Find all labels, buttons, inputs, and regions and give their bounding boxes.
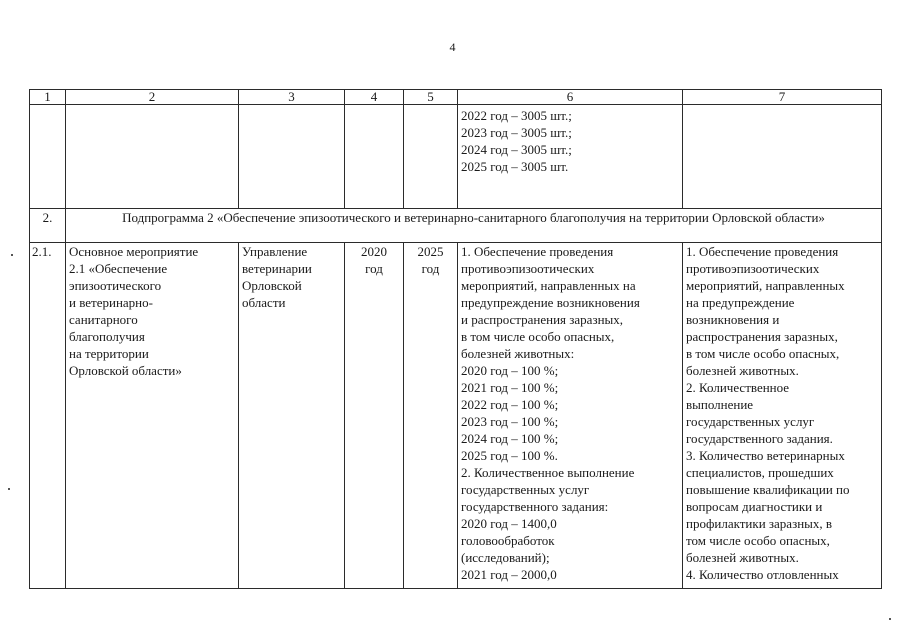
text-line: том числе особо опасных,: [686, 533, 830, 548]
text-line: повышение квалификации по: [686, 482, 850, 497]
text-line: 4. Количество отловленных: [686, 567, 839, 582]
text-line: эпизоотического: [69, 278, 162, 293]
text-line: мероприятий, направленных: [686, 278, 845, 293]
text-line: и ветеринарно-: [69, 295, 153, 310]
text-line: в том числе особо опасных,: [686, 346, 840, 361]
text-line: 2025 год – 3005 шт.: [461, 159, 569, 174]
activity-row: [30, 243, 882, 589]
text-line: болезней животных.: [686, 550, 799, 565]
text-line: 1. Обеспечение проведения: [686, 244, 839, 259]
activity-number: 2.1.: [30, 243, 66, 589]
text-line: 3. Количество ветеринарных: [686, 448, 845, 463]
subprogram-row: [30, 209, 882, 243]
empty-cell: [683, 105, 882, 209]
text-line: ветеринарии: [242, 261, 312, 276]
text-line: 1. Обеспечение проведения: [461, 244, 614, 259]
expected-results-cell: [683, 243, 882, 589]
page-number: 4: [449, 40, 456, 54]
text-line: противоэпизоотических: [686, 261, 820, 276]
empty-cell: [345, 105, 404, 209]
text-line: государственного задания:: [461, 499, 609, 514]
text-line: 2023 год – 3005 шт.;: [461, 125, 572, 140]
text-line: в том числе особо опасных,: [461, 329, 615, 344]
scan-speck: [8, 488, 10, 490]
text-line: санитарного: [69, 312, 138, 327]
text-line: и распространения заразных,: [461, 312, 624, 327]
column-number: 1: [30, 90, 66, 105]
text-line: 2020 год – 1400,0: [461, 516, 557, 531]
text-line: 2024 год – 100 %;: [461, 431, 559, 446]
text-line: 2021 год – 2000,0: [461, 567, 557, 582]
column-number: 3: [239, 90, 345, 105]
text-line: благополучия: [69, 329, 145, 344]
text-line: головообработок: [461, 533, 555, 548]
text-line: 2021 год – 100 %;: [461, 380, 559, 395]
end-year-cell: [404, 243, 458, 589]
text-line: противоэпизоотических: [461, 261, 595, 276]
text-line: 2024 год – 3005 шт.;: [461, 142, 572, 157]
activity-name-cell: [66, 243, 239, 589]
text-line: Орловской: [242, 278, 302, 293]
text-line: болезней животных:: [461, 346, 575, 361]
empty-cell: [404, 105, 458, 209]
indicator-values-cell: [458, 243, 683, 589]
scan-speck: [889, 618, 891, 620]
text-line: государственных услуг: [686, 414, 815, 429]
column-number: 4: [345, 90, 404, 105]
text-line: (исследований);: [461, 550, 550, 565]
column-number: 6: [458, 90, 683, 105]
text-line: 2020 год – 100 %;: [461, 363, 559, 378]
text-line: 2.1 «Обеспечение: [69, 261, 168, 276]
text-line: вопросам диагностики и: [686, 499, 823, 514]
empty-cell: [30, 105, 66, 209]
column-number-row: [30, 90, 882, 105]
text-line: мероприятий, направленных на: [461, 278, 636, 293]
text-line: Орловской области»: [69, 363, 182, 378]
text-line: государственного задания.: [686, 431, 833, 446]
text-line: 2. Количественное выполнение: [461, 465, 635, 480]
text-line: Основное мероприятие: [69, 244, 199, 259]
executor-cell: [239, 243, 345, 589]
empty-cell: [239, 105, 345, 209]
column-number: 2: [66, 90, 239, 105]
text-line: области: [242, 295, 286, 310]
continuation-row: [30, 105, 882, 209]
text-line: 2022 год – 100 %;: [461, 397, 559, 412]
text-line: 2022 год – 3005 шт.;: [461, 108, 572, 123]
text-line: 2025 год – 100 %.: [461, 448, 558, 463]
text-line: профилактики заразных, в: [686, 516, 833, 531]
text-line: специалистов, прошедших: [686, 465, 834, 480]
column-number: 5: [404, 90, 458, 105]
indicator-values-cell: [458, 105, 683, 209]
text-line: на предупреждение: [686, 295, 795, 310]
text-line: 2. Количественное: [686, 380, 790, 395]
empty-cell: [66, 105, 239, 209]
text-line: 2025: [417, 244, 444, 259]
subprogram-number: 2.: [30, 209, 66, 243]
text-line: выполнение: [686, 397, 754, 412]
text-line: на территории: [69, 346, 149, 361]
text-line: 2020: [361, 244, 387, 259]
scan-speck: [11, 254, 13, 256]
text-line: возникновения и: [686, 312, 780, 327]
text-line: год: [365, 261, 383, 276]
text-line: 2023 год – 100 %;: [461, 414, 559, 429]
text-line: предупреждение возникновения: [461, 295, 640, 310]
text-line: болезней животных.: [686, 363, 799, 378]
column-number: 7: [683, 90, 882, 105]
text-line: распространения заразных,: [686, 329, 838, 344]
start-year-cell: [345, 243, 404, 589]
subprogram-title: Подпрограмма 2 «Обеспечение эпизоотического и ветеринарно-санитарного благополучия на территории Орловской области»: [66, 209, 882, 243]
text-line: год: [421, 261, 440, 276]
text-line: государственных услуг: [461, 482, 590, 497]
program-table: [29, 89, 882, 589]
text-line: Управление: [242, 244, 308, 259]
